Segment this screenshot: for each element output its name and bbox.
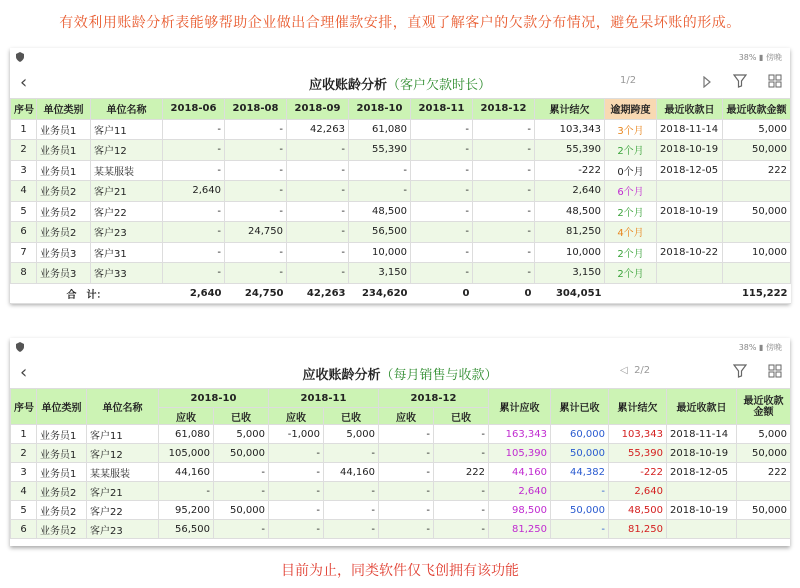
table-cell: -: [551, 520, 609, 539]
table-cell: -: [287, 242, 349, 263]
table-cell: [667, 520, 737, 539]
table-cell: 客户12: [87, 444, 159, 463]
total-cell: 0: [411, 283, 473, 304]
table-cell: -: [434, 425, 489, 444]
table-cell: 4个月: [605, 222, 657, 243]
title-subtitle: （每月销售与收款）: [380, 368, 498, 383]
total-label: 合 计：: [11, 283, 163, 304]
table-cell: -: [287, 140, 349, 161]
table-cell: -: [379, 425, 434, 444]
table-cell: 2018-10-19: [667, 444, 737, 463]
table-cell: -: [473, 140, 535, 161]
table-cell: 3个月: [605, 119, 657, 140]
table-row[interactable]: [11, 482, 791, 501]
table-cell: -: [214, 520, 269, 539]
table-cell: 业务员1: [37, 425, 87, 444]
table-cell: 5,000: [723, 119, 791, 140]
table-cell: -: [411, 140, 473, 161]
table-cell: [737, 520, 791, 539]
table-cell: -: [269, 482, 324, 501]
table-cell: -: [379, 501, 434, 520]
grid-icon[interactable]: [768, 73, 782, 92]
table-cell: 2018-10-22: [657, 242, 723, 263]
total-cell: 42,263: [287, 283, 349, 304]
table-cell: 44,160: [324, 463, 379, 482]
table-cell: -: [551, 482, 609, 501]
table-cell: [723, 181, 791, 202]
title-text: 应收账龄分析: [302, 368, 381, 383]
grid-icon[interactable]: [768, 363, 782, 382]
table-cell: -: [411, 263, 473, 284]
column-header: 累计应收: [489, 389, 551, 425]
table-cell: 50,000: [737, 444, 791, 463]
table-cell: -: [163, 160, 225, 181]
table-cell: 6个月: [605, 181, 657, 202]
table-cell: 50,000: [214, 501, 269, 520]
table-cell: 2018-12-05: [667, 463, 737, 482]
table-cell: 7: [11, 242, 37, 263]
table-row[interactable]: [11, 444, 791, 463]
table-row[interactable]: [11, 501, 791, 520]
table-cell: 5: [11, 201, 37, 222]
table-cell: -: [163, 119, 225, 140]
table-cell: -: [214, 463, 269, 482]
column-header: 2018-06: [163, 99, 225, 120]
table-cell: -: [411, 201, 473, 222]
table-cell: 客户12: [91, 140, 163, 161]
table-cell: 2个月: [605, 201, 657, 222]
table-cell: 业务员2: [37, 520, 87, 539]
table-cell: -: [287, 160, 349, 181]
toolbar-icons: [686, 72, 782, 92]
table-cell: 6: [11, 520, 37, 539]
table-cell: 6: [11, 222, 37, 243]
total-cell: 24,750: [225, 283, 287, 304]
table-cell: 客户21: [87, 482, 159, 501]
table-cell: -: [225, 201, 287, 222]
table-cell: 2018-10-19: [657, 140, 723, 161]
column-header: 序号: [11, 389, 37, 425]
sub-header: 已收: [434, 408, 489, 425]
table-cell: 2个月: [605, 263, 657, 284]
table-cell: [657, 181, 723, 202]
table-cell: -: [434, 444, 489, 463]
table-cell: -: [473, 222, 535, 243]
table-row[interactable]: [11, 222, 791, 243]
total-cell: [657, 283, 723, 304]
table-cell: -: [287, 222, 349, 243]
column-header: 2018-10: [349, 99, 411, 120]
table-cell: -: [269, 444, 324, 463]
table-cell: 业务员2: [37, 482, 87, 501]
table-cell: 客户31: [91, 242, 163, 263]
table-cell: -: [225, 160, 287, 181]
table-cell: -: [379, 520, 434, 539]
table-cell: 业务员2: [37, 222, 91, 243]
table-cell: -: [163, 242, 225, 263]
table-cell: 44,382: [551, 463, 609, 482]
table-cell: 222: [737, 463, 791, 482]
table-cell: 5: [11, 501, 37, 520]
table-cell: 3,150: [535, 263, 605, 284]
table-cell: -: [379, 444, 434, 463]
table-cell: 95,200: [159, 501, 214, 520]
table-row[interactable]: [11, 181, 791, 202]
back-arrow-icon[interactable]: ‹: [20, 72, 28, 93]
table-cell: -: [324, 444, 379, 463]
table-cell: 81,250: [609, 520, 667, 539]
table-cell: 48,500: [535, 201, 605, 222]
table-cell: -: [411, 160, 473, 181]
table-cell: 1: [11, 425, 37, 444]
headline: 有效利用账龄分析表能够帮助企业做出合理催款安排，直观了解客户的欠款分布情况，避免呆坏账的形成。: [59, 15, 741, 31]
table-cell: 42,263: [287, 119, 349, 140]
table-cell: 某某服装: [91, 160, 163, 181]
table-cell: 3,150: [349, 263, 411, 284]
table-cell: -: [434, 501, 489, 520]
table-cell: 3: [11, 160, 37, 181]
table-cell: 50,000: [737, 501, 791, 520]
table-cell: -: [163, 263, 225, 284]
table-cell: -1,000: [269, 425, 324, 444]
column-header: 2018-12: [473, 99, 535, 120]
table-cell: -: [269, 520, 324, 539]
table-cell: [723, 263, 791, 284]
aging-analysis-panel-2: [10, 338, 790, 546]
table-cell: [667, 482, 737, 501]
total-cell: 304,051: [535, 283, 605, 304]
table-cell: 2个月: [605, 242, 657, 263]
table-cell: 2018-10-19: [657, 201, 723, 222]
table-cell: -: [324, 501, 379, 520]
column-header: 最近收款金额: [737, 389, 791, 425]
table-cell: -: [473, 201, 535, 222]
sub-header: 应收: [159, 408, 214, 425]
column-header: 单位名称: [87, 389, 159, 425]
table-cell: [723, 222, 791, 243]
table-cell: -: [214, 482, 269, 501]
table-cell: -: [225, 140, 287, 161]
table-cell: 98,500: [489, 501, 551, 520]
total-cell: 115,222: [723, 283, 791, 304]
aging-table: [10, 98, 791, 304]
table-row[interactable]: [11, 160, 791, 181]
table-cell: 103,343: [609, 425, 667, 444]
table-cell: 105,000: [159, 444, 214, 463]
table-cell: 客户33: [91, 263, 163, 284]
table-cell: 2018-11-14: [657, 119, 723, 140]
column-header: 累计结欠: [535, 99, 605, 120]
table-cell: 2018-11-14: [667, 425, 737, 444]
total-cell: 2,640: [163, 283, 225, 304]
table-cell: 81,250: [535, 222, 605, 243]
table-cell: -222: [609, 463, 667, 482]
table-cell: 24,750: [225, 222, 287, 243]
shield-icon: [16, 52, 24, 62]
table-cell: -: [269, 501, 324, 520]
total-cell: [605, 283, 657, 304]
toolbar-icons: [717, 362, 782, 382]
page-indicator: 1/2: [620, 75, 637, 86]
table-cell: 55,390: [609, 444, 667, 463]
table-cell: 业务员3: [37, 263, 91, 284]
table-cell: 业务员1: [37, 463, 87, 482]
monthly-sales-collection-table: [10, 388, 791, 539]
table-cell: 业务员2: [37, 201, 91, 222]
sub-header: 应收: [269, 408, 324, 425]
table-cell: 2,640: [535, 181, 605, 202]
status-bar: [10, 338, 790, 356]
table-cell: -: [411, 242, 473, 263]
table-cell: 客户23: [87, 520, 159, 539]
table-cell: 业务员1: [37, 140, 91, 161]
table-cell: [737, 482, 791, 501]
table-cell: 61,080: [159, 425, 214, 444]
table-cell: 48,500: [349, 201, 411, 222]
table-cell: 客户21: [91, 181, 163, 202]
filter-icon[interactable]: [733, 363, 747, 382]
table-cell: [657, 263, 723, 284]
table-cell: -: [473, 242, 535, 263]
table-cell: -: [473, 263, 535, 284]
table-cell: 2,640: [489, 482, 551, 501]
table-cell: -: [225, 119, 287, 140]
table-cell: 48,500: [609, 501, 667, 520]
table-cell: -: [324, 482, 379, 501]
table-cell: 客户23: [91, 222, 163, 243]
table-cell: 5,000: [737, 425, 791, 444]
page-title: [10, 364, 790, 383]
table-cell: [657, 222, 723, 243]
table-cell: -: [269, 463, 324, 482]
column-header: 单位类别: [37, 389, 87, 425]
column-header: 最近收款日: [667, 389, 737, 425]
table-cell: 103,343: [535, 119, 605, 140]
page-number: 2/2: [634, 365, 651, 376]
table-cell: -: [411, 181, 473, 202]
table-row[interactable]: [11, 140, 791, 161]
table-cell: 4: [11, 181, 37, 202]
column-header: 序号: [11, 99, 37, 120]
table-row[interactable]: [11, 463, 791, 482]
table-cell: 163,343: [489, 425, 551, 444]
table-cell: 1: [11, 119, 37, 140]
table-cell: -: [287, 181, 349, 202]
title-text: 应收账龄分析: [308, 78, 387, 93]
table-cell: 81,250: [489, 520, 551, 539]
table-cell: 业务员1: [37, 160, 91, 181]
table-cell: 3: [11, 463, 37, 482]
table-cell: 2018-12-05: [657, 160, 723, 181]
table-cell: -: [473, 181, 535, 202]
table-cell: -: [379, 463, 434, 482]
table-cell: -: [434, 482, 489, 501]
table-cell: -: [349, 181, 411, 202]
table-cell: 某某服装: [87, 463, 159, 482]
table-row[interactable]: [11, 242, 791, 263]
total-cell: 234,620: [349, 283, 411, 304]
table-cell: 业务员3: [37, 242, 91, 263]
title-subtitle: （客户欠款时长）: [387, 78, 492, 93]
table-cell: 10,000: [349, 242, 411, 263]
table-cell: 44,160: [489, 463, 551, 482]
table-cell: -: [473, 160, 535, 181]
total-cell: 0: [473, 283, 535, 304]
title-bar: [10, 66, 790, 98]
status-indicators: 38% ▮ 傍晚: [738, 343, 782, 352]
total-row: [11, 283, 791, 304]
table-cell: 105,390: [489, 444, 551, 463]
table-cell: -: [225, 181, 287, 202]
table-cell: -222: [535, 160, 605, 181]
column-header: 单位类别: [37, 99, 91, 120]
table-row[interactable]: [11, 520, 791, 539]
table-cell: -: [434, 520, 489, 539]
month-header: 2018-11: [269, 389, 379, 408]
table-cell: 44,160: [159, 463, 214, 482]
table-cell: 2,640: [609, 482, 667, 501]
shield-icon: [16, 342, 24, 352]
column-header: 累计结欠: [609, 389, 667, 425]
table-cell: 50,000: [723, 140, 791, 161]
table-cell: -: [411, 119, 473, 140]
page-indicator: [620, 365, 650, 376]
sub-header: 已收: [324, 408, 379, 425]
page-title: [10, 74, 790, 93]
table-cell: 8: [11, 263, 37, 284]
status-indicators: 38% ▮ 傍晚: [738, 53, 782, 62]
prev-page-icon[interactable]: ◁: [620, 365, 628, 376]
table-cell: 业务员1: [37, 444, 87, 463]
table-cell: 2,640: [163, 181, 225, 202]
table-cell: 55,390: [349, 140, 411, 161]
table-cell: 50,000: [723, 201, 791, 222]
table-cell: -: [411, 222, 473, 243]
next-page-icon[interactable]: [702, 73, 712, 92]
title-bar: [10, 356, 790, 388]
back-arrow-icon[interactable]: ‹: [20, 362, 28, 383]
table-cell: 客户22: [91, 201, 163, 222]
table-row[interactable]: [11, 425, 791, 444]
table-cell: 2: [11, 444, 37, 463]
table-cell: 2个月: [605, 140, 657, 161]
table-cell: -: [225, 263, 287, 284]
sub-header: 应收: [379, 408, 434, 425]
table-cell: 61,080: [349, 119, 411, 140]
table-cell: 50,000: [551, 501, 609, 520]
column-header: 2018-11: [411, 99, 473, 120]
table-cell: 2018-10-19: [667, 501, 737, 520]
table-cell: -: [159, 482, 214, 501]
column-header: 单位名称: [91, 99, 163, 120]
table-cell: 60,000: [551, 425, 609, 444]
table-cell: -: [349, 160, 411, 181]
filter-icon[interactable]: [733, 73, 747, 92]
table-cell: -: [473, 119, 535, 140]
table-cell: 业务员1: [37, 119, 91, 140]
table-row[interactable]: [11, 263, 791, 284]
table-cell: -: [163, 222, 225, 243]
table-cell: -: [225, 242, 287, 263]
table-row[interactable]: [11, 119, 791, 140]
table-cell: 客户11: [87, 425, 159, 444]
column-header: 逾期跨度: [605, 99, 657, 120]
table-cell: 50,000: [551, 444, 609, 463]
table-cell: 10,000: [535, 242, 605, 263]
column-header: 最近收款金额: [723, 99, 791, 120]
table-cell: 5,000: [214, 425, 269, 444]
column-header: 2018-09: [287, 99, 349, 120]
table-cell: 222: [723, 160, 791, 181]
status-bar: [10, 48, 790, 66]
table-cell: -: [163, 140, 225, 161]
table-cell: 222: [434, 463, 489, 482]
table-row[interactable]: [11, 201, 791, 222]
table-cell: 10,000: [723, 242, 791, 263]
table-cell: 56,500: [159, 520, 214, 539]
column-header: 最近收款日: [657, 99, 723, 120]
table-cell: -: [287, 201, 349, 222]
table-cell: -: [287, 263, 349, 284]
column-header: 2018-08: [225, 99, 287, 120]
table-cell: 50,000: [214, 444, 269, 463]
month-header: 2018-12: [379, 389, 489, 408]
table-cell: 2: [11, 140, 37, 161]
table-cell: 客户22: [87, 501, 159, 520]
table-cell: 业务员2: [37, 501, 87, 520]
table-cell: 5,000: [324, 425, 379, 444]
column-header: 累计已收: [551, 389, 609, 425]
table-cell: 0个月: [605, 160, 657, 181]
sub-header: 已收: [214, 408, 269, 425]
aging-analysis-panel-1: [10, 48, 790, 303]
table-cell: 55,390: [535, 140, 605, 161]
table-cell: -: [379, 482, 434, 501]
footer-note: 目前为止，同类软件仅飞创拥有该功能: [281, 563, 519, 579]
table-cell: -: [163, 201, 225, 222]
table-cell: 业务员2: [37, 181, 91, 202]
table-cell: 客户11: [91, 119, 163, 140]
table-cell: -: [324, 520, 379, 539]
table-cell: 4: [11, 482, 37, 501]
table-cell: 56,500: [349, 222, 411, 243]
month-header: 2018-10: [159, 389, 269, 408]
